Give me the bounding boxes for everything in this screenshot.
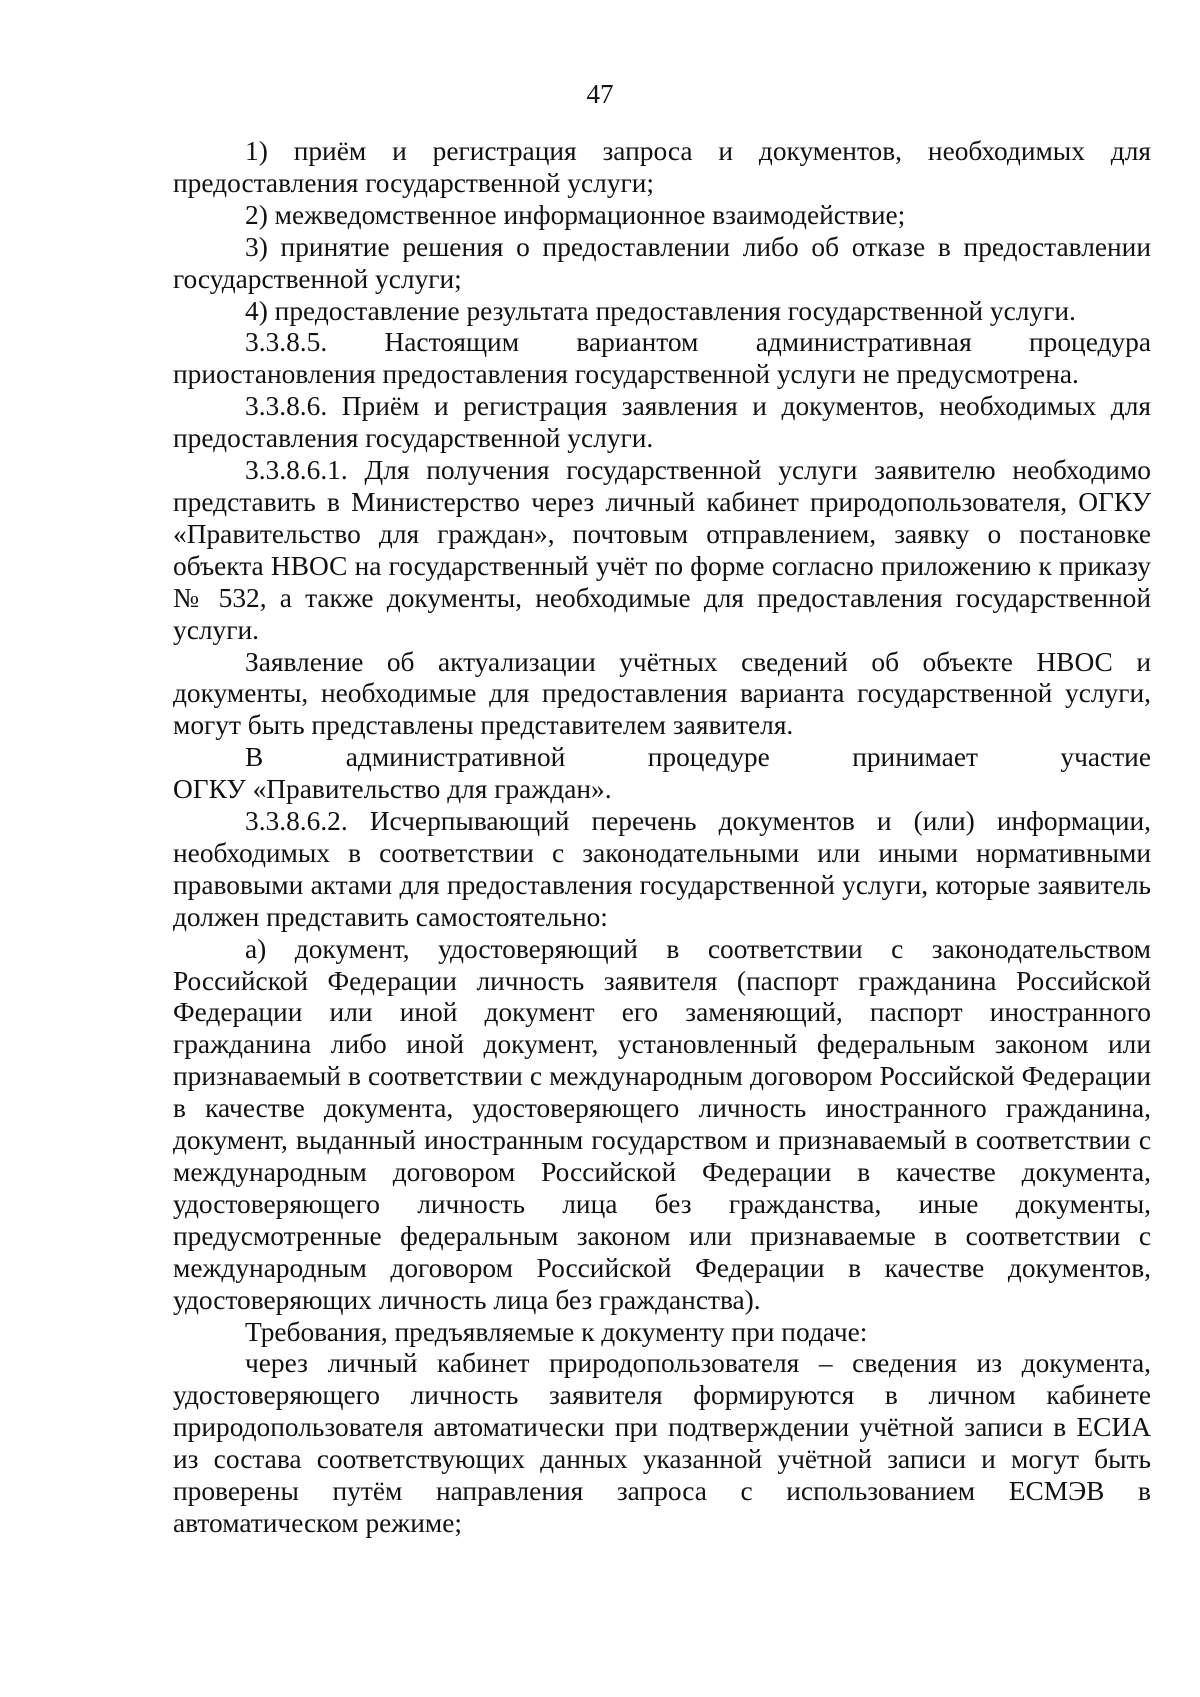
paragraph-3-3-8-6-2: 3.3.8.6.2. Исчерпывающий перечень документов и (или) информации, необходимых в соответствии с законодательными или иными нормативными правовыми актами для предоставления государственной услуги, которые заявитель должен представить самостоятельно: [173, 806, 1151, 932]
paragraph-participation-rest: ОГКУ «Правительство для граждан». [173, 774, 612, 805]
paragraph-participation-lead: В административной процедуре принимает участие [245, 742, 1151, 773]
paragraph-step-4: 4) предоставление результата предоставления государственной услуги. [245, 295, 1076, 326]
paragraph-step-1: 1) приём и регистрация запроса и документов, необходимых для предоставления государственной услуги; [173, 136, 1151, 198]
paragraph-step-2: 2) межведомственное информационное взаимодействие; [245, 199, 906, 230]
paragraph-personal-account: через личный кабинет природопользователя – сведения из документа, удостоверяющего личность заявителя формируются в личном кабинете природопользователя автоматически при подтверждении учётной записи в ЕСИА из состава соответствующих данных указанной учётной записи и могут быть проверены путём направления запроса с использованием ЕСМЭВ в автоматическом режиме; [173, 1348, 1151, 1538]
paragraph-3-3-8-6: 3.3.8.6. Приём и регистрация заявления и документов, необходимых для предоставления государственной услуги. [173, 391, 1151, 454]
paragraph-participation [173, 742, 1151, 806]
paragraph-step-3: 3) принятие решения о предоставлении либо об отказе в предоставлении государственной услуги; [173, 231, 1151, 294]
paragraph-requirements: Требования, предъявляемые к документу при подаче: [245, 1316, 868, 1347]
page-number: 47 [586, 79, 614, 109]
paragraph-3-3-8-5: 3.3.8.5. Настоящим вариантом административная процедура приостановления предоставления государственной услуги не предусмотрена. [173, 327, 1151, 390]
paragraph-3-3-8-6-1: 3.3.8.6.1. Для получения государственной услуги заявителю необходимо представить в Министерство через личный кабинет природопользователя, ОГКУ «Правительство для граждан», почтовым отправлением, заявку о постановке объекта НВОС на государственный учёт по форме согласно приложению к приказу № 532, а также документы, необходимые для предоставления государственной услуги. [173, 455, 1151, 645]
document-body [173, 136, 1151, 1540]
paragraph-identity-document: а) документ, удостоверяющий в соответствии с законодательством Российской Федерации личность заявителя (паспорт гражданина Российской Федерации или иной документ его заменяющий, паспорт иностранного гражданина либо иной документ, установленный федеральным законом или признаваемый в соответствии с международным договором Российской Федерации в качестве документа, удостоверяющего личность иностранного гражданина, документ, выданный иностранным государством и признаваемый в соответствии с международным договором Российской Федерации в качестве документа, удостоверяющего личность лица без гражданства, иные документы, предусмотренные федеральным законом или признаваемые в соответствии с международным договором Российской Федерации в качестве документов, удостоверяющих личность лица без гражданства). [173, 933, 1151, 1315]
paragraph-representative: Заявление об актуализации учётных сведений об объекте НВОС и документы, необходимые для предоставления варианта государственной услуги, могут быть представлены представителем заявителя. [173, 646, 1151, 741]
